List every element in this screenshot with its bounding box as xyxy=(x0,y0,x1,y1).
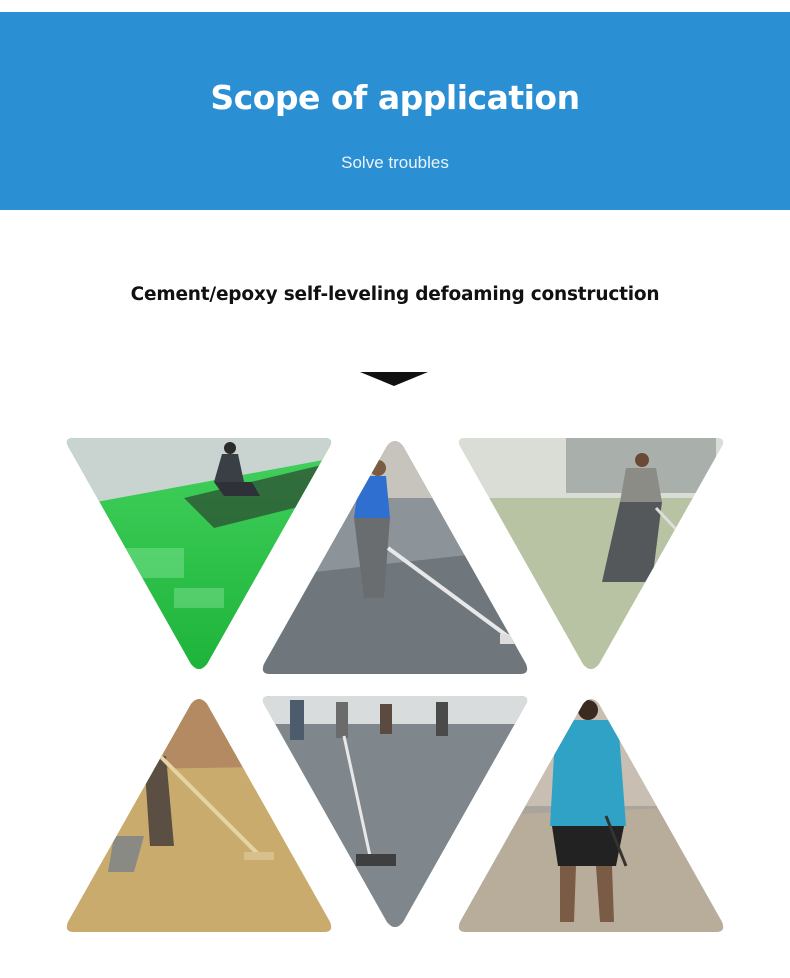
banner-subtitle: Solve troubles xyxy=(341,153,449,172)
gallery-image-pale-hall xyxy=(456,438,726,674)
gallery-image-teal-shirt-worker xyxy=(456,696,726,932)
section-heading: Cement/epoxy self-leveling defoaming construction xyxy=(130,284,660,305)
banner-title: Scope of application xyxy=(210,78,580,117)
chevron-down-icon xyxy=(360,372,428,386)
